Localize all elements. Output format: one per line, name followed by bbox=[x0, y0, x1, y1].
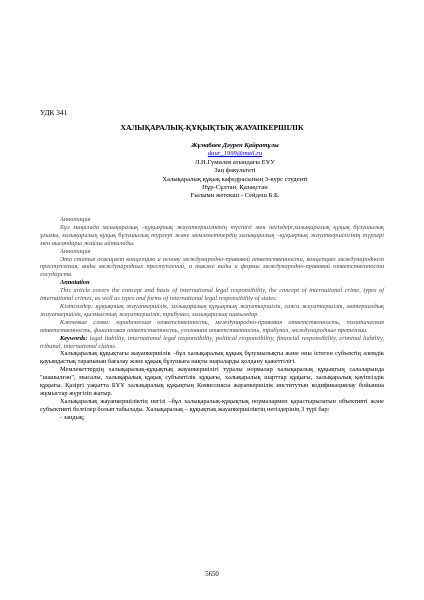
author-name: Жұмабаев Дәурен Қайратұлы bbox=[191, 142, 279, 149]
author-department: Халықаралық құқық кафедрасының 3-курс студенті bbox=[162, 175, 308, 183]
keywords-ru bbox=[40, 319, 384, 335]
annotation-kk-text: Бұл мақалада халықаралық –құқықтық жауапкершіліктің түсінігі мен негіздері,халықаралық құқық бұзушылық ұғымы, халықаралық құқық бұзушылық түрлері және мемлекеттердің халықаралық –құқықтық жауапкершілігінің түрлері мен нысандары жайлы айтылады. bbox=[40, 223, 384, 247]
keywords-en bbox=[40, 335, 384, 351]
keywords-en-text: legal liability, international legal responsibility, political responsibility, financial responsibility, criminal liability, tribunal, international claims. bbox=[40, 334, 385, 350]
list-item: - заңдық; bbox=[60, 413, 85, 421]
annotation-ru-heading: Аннотация bbox=[60, 247, 91, 255]
keywords-kk-label: Кілтсөздер: bbox=[60, 302, 94, 310]
keywords-ru-text: юридическая ответственность, международно-правовая ответственность, политическая ответственность, финансовая ответственность, уголовная ответственность, трибунал, международные претензии. bbox=[40, 318, 384, 334]
author-advisor: Ғылыми жетекші - Сейдеш Б.Б. bbox=[190, 192, 280, 200]
author-university: Л.Н.Гумилев атындағы ЕҰУ bbox=[194, 158, 276, 166]
annotation-ru-text: Эта статья освещает концепцию и основу международно-правовой ответственности, концепцию международного преступления, виды международных преступлений, а также виды и формы международно-правовой ответственности государств. bbox=[40, 255, 384, 279]
author-faculty: Заң факультеті bbox=[214, 167, 256, 175]
author-block bbox=[120, 142, 350, 201]
author-email-link[interactable]: daur_1999@mail.ru bbox=[207, 150, 263, 158]
keywords-kk bbox=[40, 303, 384, 319]
page-number: 5650 bbox=[205, 571, 219, 578]
body-paragraph: Мемлекеттердің халықаралық-құқықтық жауапкершілігі туралы нормалар халықаралық құқықтың салаларында "шашылған", мысалы, халықаралық құқық субъектілік құқығы, халықаралық шарттар құқығы, халықаралық қауіпсіздік құқығы. Қазіргі уақытта БҰҰ халықаралық құқықтың Комиссиясы жауапкершілік институтын кодификациялау бойынша жұмыстар жүргізіп жатыр. bbox=[40, 366, 384, 397]
keywords-en-label: Keywords: bbox=[60, 334, 88, 342]
annotation-en-heading: Annotation bbox=[60, 279, 90, 287]
keywords-ru-label: Ключевые слова: bbox=[60, 318, 111, 326]
body-paragraph: Халықаралық құқықтағы жауапкершілік –бұл халықаралық құқық бұзушылықты және оны істеген субъектің әлемдік қауымдастық тарапынан бағалау және құқық бұзушыға нақты шараларды қолдану қажеттілігі. bbox=[40, 350, 384, 366]
author-city: Нұр-Сұлтан, Қазақстан bbox=[202, 184, 268, 192]
paper-title: ХАЛЫҚАРАЛЫҚ-ҚҰҚЫҚТЫҚ ЖАУАПКЕРШІЛІК bbox=[120, 123, 304, 132]
annotation-en-text: This article covers the concept and basis of international legal responsibility, the concept of international crime, types of international crimes, as well as types and forms of international legal responsibility of states. bbox=[40, 287, 384, 303]
body-paragraph: Халықаралық жауапкершіліктің негізі –бұл халықаралық-құқықтық нормалармен қарастырылатын объективті және субъективті белгілер болып табылады. Халықаралық – құқықтық жауапкершіліктің негіздерінің 3 түрі бар: bbox=[40, 397, 384, 413]
udk-code: УДК 341 bbox=[40, 108, 68, 117]
paper-body bbox=[40, 216, 384, 422]
annotation-kk-heading: Аннотация bbox=[60, 216, 91, 223]
keywords-kk-text: құқықтық жауапкершілік, халықаралық құқықтық жауапкершілік, саяси жауапкершілік, материалдық жауапкершілік, қылмыстық жауапкершілік, трибунал, халықаралық шағымдар. bbox=[40, 302, 384, 318]
